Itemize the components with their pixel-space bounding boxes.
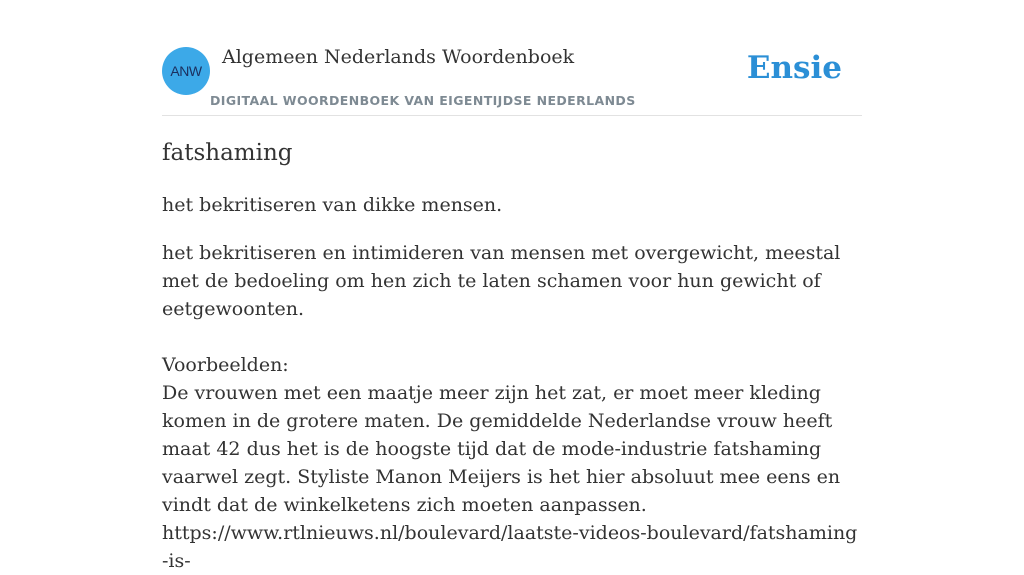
anw-logo-text: ANW (170, 63, 202, 79)
header (162, 0, 862, 116)
short-definition: het bekritiseren van dikke mensen. (162, 194, 503, 216)
examples-label: Voorbeelden: (162, 354, 289, 376)
page-title: fatshaming (162, 140, 293, 166)
ensie-logo-link[interactable]: Ensie (746, 50, 842, 86)
source-link[interactable]: https://www.rtlnieuws.nl/boulevard/laatste-videos-boulevard/fatshaming-is- (162, 522, 858, 572)
anw-logo[interactable] (162, 47, 210, 95)
entry-body (162, 239, 862, 575)
definition-text: het bekritiseren en intimideren van mensen met overgewicht, meestal met de bedoeling om hen zich te laten schamen voor hun gewicht of eetgewoonten. (162, 242, 841, 320)
site-title[interactable]: Algemeen Nederlands Woordenboek (222, 46, 575, 68)
site-subtitle: DIGITAAL WOORDENBOEK VAN EIGENTIJDSE NEDERLANDS (210, 93, 636, 108)
example-text: De vrouwen met een maatje meer zijn het zat, er moet meer kleding komen in de grotere maten. De gemiddelde Nederlandse vrouw heeft maat 42 dus het is de hoogste tijd dat de mode-industrie fatshaming vaarwel zegt. Styliste Manon Meijers is het hier absoluut mee eens en vindt dat de winkelketens zich moeten aanpassen. (162, 382, 841, 516)
